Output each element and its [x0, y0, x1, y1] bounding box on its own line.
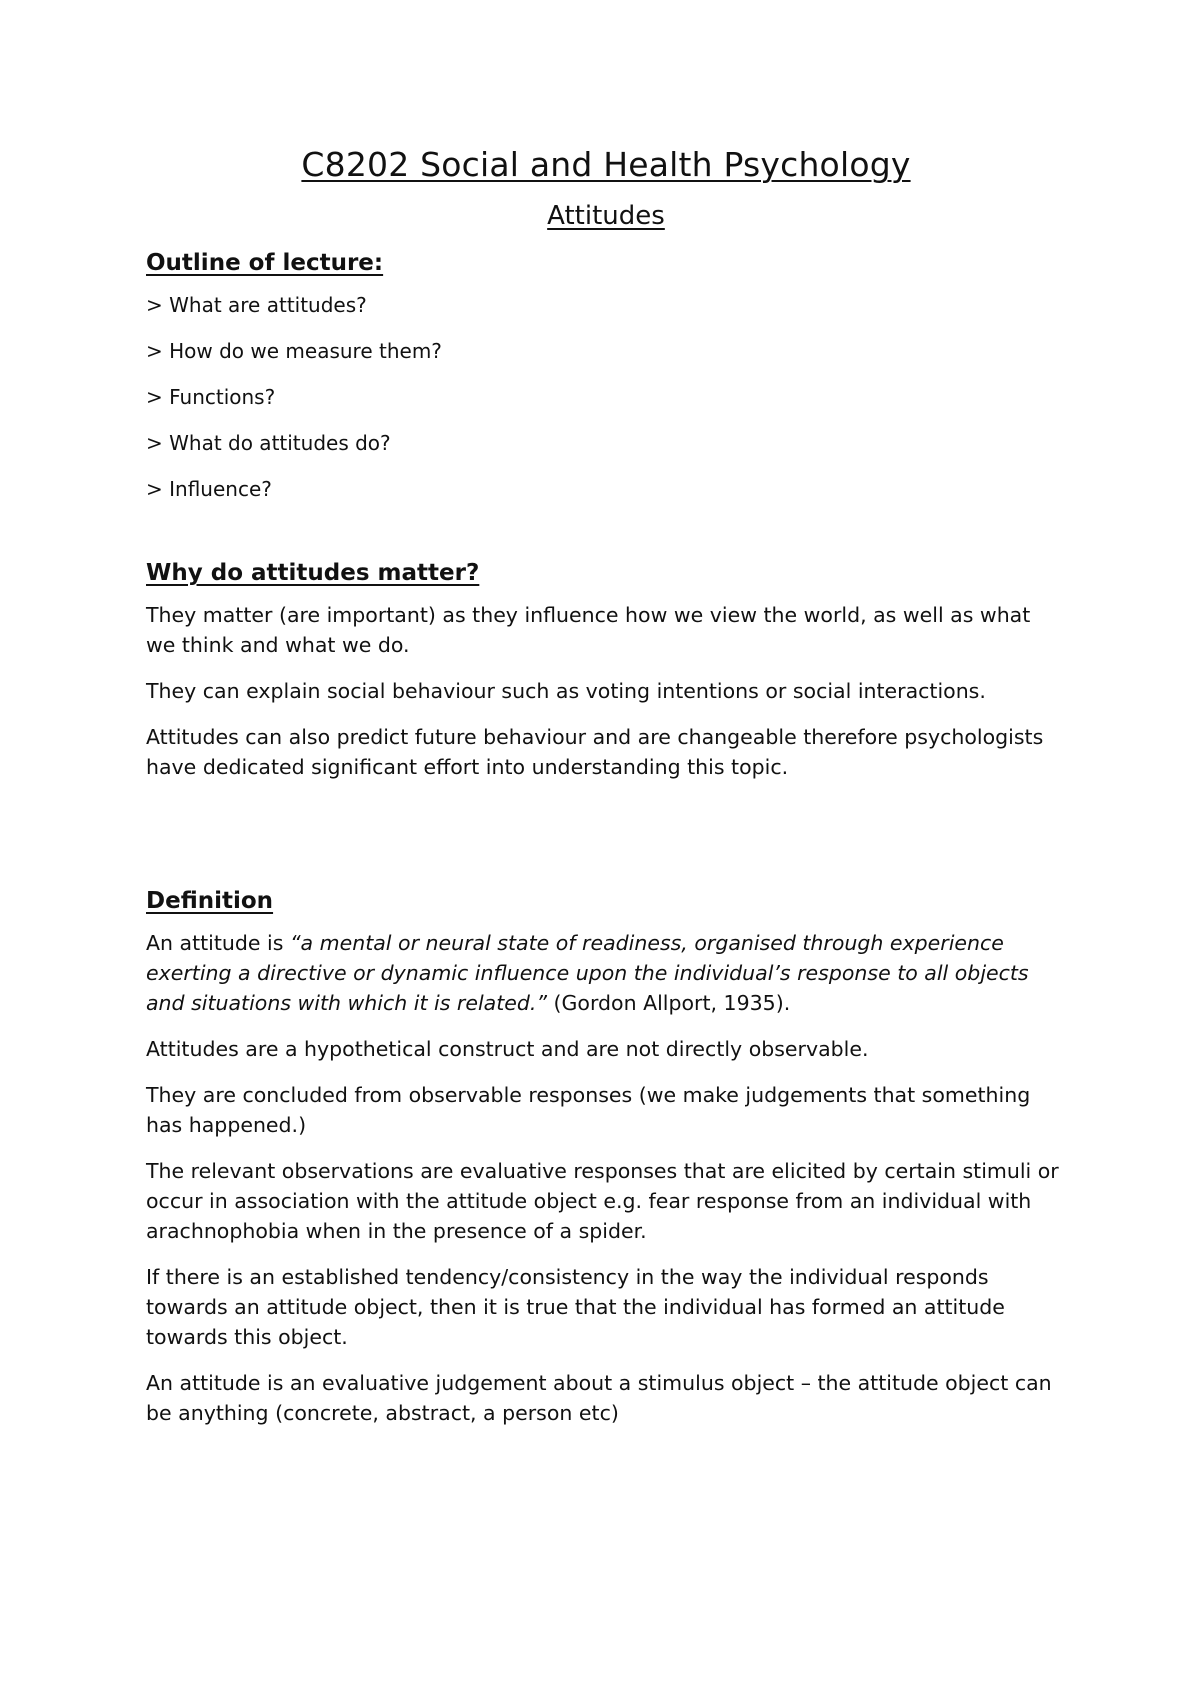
why-paragraph: Attitudes can also predict future behaviour and are changeable therefore psychologists have dedicated significant effort into understanding this topic.	[146, 725, 1044, 779]
definition-paragraph: If there is an established tendency/consistency in the way the individual responds towards an attitude object, then it is true that the individual has formed an attitude towards this object.	[146, 1265, 1005, 1349]
outline-item: > Influence?	[146, 477, 272, 501]
document-subtitle: Attitudes	[547, 201, 665, 231]
definition-paragraph: The relevant observations are evaluative responses that are elicited by certain stimuli or occur in association with the attitude object e.g. fear response from an individual with arachnophobia when in the presence of a spider.	[146, 1159, 1059, 1243]
outline-item: > How do we measure them?	[146, 339, 442, 363]
definition-quote-intro: An attitude is	[146, 931, 290, 955]
why-attitudes-heading: Why do attitudes matter?	[146, 560, 480, 586]
outline-heading: Outline of lecture:	[146, 250, 384, 276]
definition-paragraph: Attitudes are a hypothetical construct and are not directly observable.	[146, 1037, 869, 1061]
document-body	[146, 140, 1066, 1428]
outline-item: > What do attitudes do?	[146, 431, 391, 455]
outline-list	[146, 290, 1066, 504]
why-paragraph: They matter (are important) as they influence how we view the world, as well as what we think and what we do.	[146, 603, 1031, 657]
document-title: C8202 Social and Health Psychology	[301, 145, 911, 184]
definition-heading: Definition	[146, 888, 274, 914]
definition-paragraph: They are concluded from observable responses (we make judgements that something has happened.)	[146, 1083, 1031, 1137]
outline-item: > Functions?	[146, 385, 276, 409]
why-paragraph: They can explain social behaviour such as voting intentions or social interactions.	[146, 679, 986, 703]
definition-paragraph: An attitude is an evaluative judgement about a stimulus object – the attitude object can be anything (concrete, abstract, a person etc)	[146, 1371, 1052, 1425]
quote-citation: (Gordon Allport, 1935).	[547, 991, 791, 1015]
allport-quote: “a mental or neural state of readiness, organised through experience exerting a directive or dynamic influence upon the individual’s response to all objects and situations with which it is related.”	[146, 931, 1029, 1015]
outline-item: > What are attitudes?	[146, 293, 367, 317]
definition-quote-paragraph	[146, 928, 1066, 1018]
